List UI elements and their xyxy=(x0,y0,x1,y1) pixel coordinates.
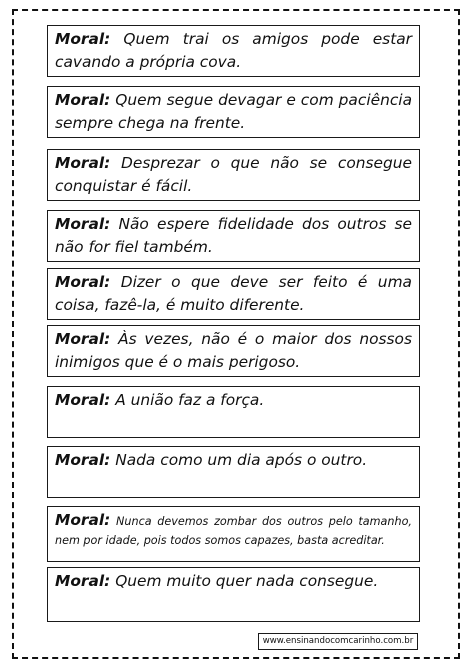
moral-label: Moral: xyxy=(55,572,111,590)
moral-label: Moral: xyxy=(55,330,111,348)
moral-label: Moral: xyxy=(55,451,111,469)
moral-label: Moral: xyxy=(55,273,111,291)
moral-label: Moral: xyxy=(55,30,111,48)
moral-card-3 xyxy=(47,149,420,201)
moral-text: Quem trai os amigos pode estar cavando a própria cova. xyxy=(55,30,412,71)
moral-label: Moral: xyxy=(55,215,111,233)
moral-label: Moral: xyxy=(55,91,111,109)
moral-text: Quem muito quer nada consegue. xyxy=(110,572,379,590)
moral-card-8 xyxy=(47,446,420,498)
moral-label: Moral: xyxy=(55,154,111,172)
moral-text: Dizer o que deve ser feito é uma coisa, fazê-la, é muito diferente. xyxy=(55,273,412,314)
website-footer: www.ensinandocomcarinho.com.br xyxy=(258,633,418,650)
moral-card-7 xyxy=(47,386,420,438)
moral-card-6 xyxy=(47,325,420,377)
moral-text: Quem segue devagar e com paciência sempre chega na frente. xyxy=(55,91,412,132)
moral-card-2 xyxy=(47,86,420,138)
moral-card-5 xyxy=(47,268,420,320)
moral-text: Às vezes, não é o maior dos nossos inimigos que é o mais perigoso. xyxy=(55,330,412,371)
moral-label: Moral: xyxy=(55,511,111,529)
moral-card-10 xyxy=(47,567,420,622)
moral-text: Nada como um dia após o outro. xyxy=(110,451,368,469)
moral-text: Não espere fidelidade dos outros se não for fiel também. xyxy=(55,215,412,256)
moral-label: Moral: xyxy=(55,391,111,409)
moral-text: Desprezar o que não se consegue conquistar é fácil. xyxy=(55,154,412,195)
moral-text: Nunca devemos zombar dos outros pelo tamanho, nem por idade, pois todos somos capazes, basta acreditar. xyxy=(55,515,412,547)
moral-text: A união faz a força. xyxy=(110,391,265,409)
moral-card-9 xyxy=(47,506,420,562)
moral-card-1 xyxy=(47,25,420,77)
moral-card-4 xyxy=(47,210,420,262)
